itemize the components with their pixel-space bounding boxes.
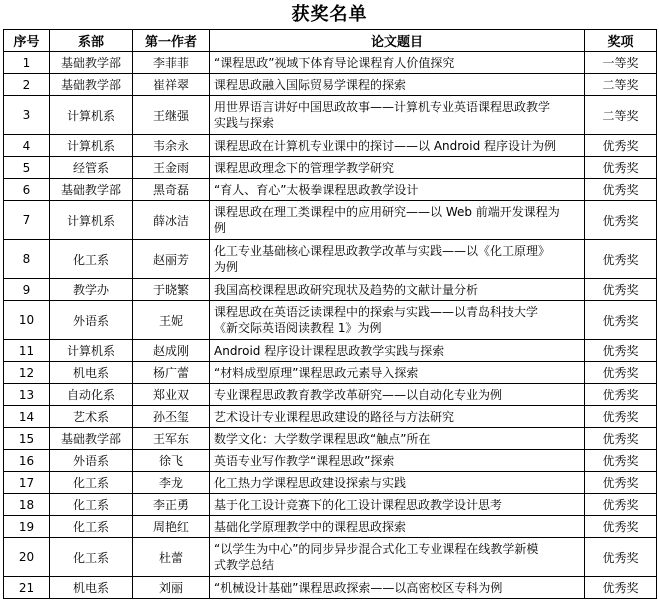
cell-department: 外语系 xyxy=(50,301,133,340)
topic-line: 课程思政在英语泛读课程中的探索与实践——以青岛科技大学 xyxy=(214,305,539,319)
table-row xyxy=(4,96,657,135)
cell-award: 优秀奖 xyxy=(585,179,657,201)
cell-no: 1 xyxy=(4,52,50,74)
cell-author: 赵成刚 xyxy=(133,340,210,362)
cell-topic xyxy=(210,406,585,428)
cell-author: 周艳红 xyxy=(133,516,210,538)
cell-topic xyxy=(210,538,585,577)
cell-author: 杨广蕾 xyxy=(133,362,210,384)
cell-author: 刘丽 xyxy=(133,577,210,599)
cell-department: 基础教学部 xyxy=(50,428,133,450)
cell-no: 8 xyxy=(4,240,50,279)
cell-award: 优秀奖 xyxy=(585,240,657,279)
cell-award: 优秀奖 xyxy=(585,135,657,157)
topic-line: 《新交际英语阅读教程 1》为例 xyxy=(214,321,382,335)
cell-topic xyxy=(210,516,585,538)
topic-line: 艺术设计专业课程思政建设的路径与方法研究 xyxy=(214,409,455,424)
cell-department: 计算机系 xyxy=(50,340,133,362)
table-row xyxy=(4,384,657,406)
cell-author: 赵丽芳 xyxy=(133,240,210,279)
cell-topic xyxy=(210,362,585,384)
header-author: 第一作者 xyxy=(133,30,210,52)
cell-no: 12 xyxy=(4,362,50,384)
cell-award: 优秀奖 xyxy=(585,516,657,538)
table-row xyxy=(4,74,657,96)
topic-line: 基础化学原理教学中的课程思政探索 xyxy=(214,519,407,534)
table-row xyxy=(4,538,657,577)
cell-department: 基础教学部 xyxy=(50,74,133,96)
cell-award: 优秀奖 xyxy=(585,384,657,406)
header-award: 奖项 xyxy=(585,30,657,52)
table-row xyxy=(4,52,657,74)
cell-topic xyxy=(210,74,585,96)
cell-department: 计算机系 xyxy=(50,135,133,157)
table-row xyxy=(4,157,657,179)
header-department: 系部 xyxy=(50,30,133,52)
header-row xyxy=(4,30,657,52)
cell-author: 王金雨 xyxy=(133,157,210,179)
cell-topic xyxy=(210,201,585,240)
cell-author: 王军东 xyxy=(133,428,210,450)
cell-topic xyxy=(210,179,585,201)
cell-department: 计算机系 xyxy=(50,201,133,240)
cell-no: 5 xyxy=(4,157,50,179)
cell-department: 化工系 xyxy=(50,494,133,516)
cell-award: 二等奖 xyxy=(585,74,657,96)
cell-no: 9 xyxy=(4,279,50,301)
cell-author: 王继强 xyxy=(133,96,210,135)
cell-award: 优秀奖 xyxy=(585,201,657,240)
cell-topic xyxy=(210,340,585,362)
cell-topic xyxy=(210,135,585,157)
table-row xyxy=(4,340,657,362)
cell-topic xyxy=(210,384,585,406)
cell-department: 机电系 xyxy=(50,362,133,384)
cell-award: 优秀奖 xyxy=(585,494,657,516)
cell-award: 二等奖 xyxy=(585,96,657,135)
cell-no: 7 xyxy=(4,201,50,240)
topic-line: Android 程序设计课程思政教学实践与探索 xyxy=(214,343,445,358)
table-row xyxy=(4,201,657,240)
cell-topic xyxy=(210,494,585,516)
cell-author: 王妮 xyxy=(133,301,210,340)
cell-no: 3 xyxy=(4,96,50,135)
cell-no: 17 xyxy=(4,472,50,494)
cell-award: 优秀奖 xyxy=(585,301,657,340)
cell-department: 化工系 xyxy=(50,516,133,538)
topic-line: 课程思政融入国际贸易学课程的探索 xyxy=(214,77,407,92)
topic-line: 课程思政在理工类课程中的应用研究——以 Web 前端开发课程为 xyxy=(214,205,560,219)
cell-topic xyxy=(210,157,585,179)
topic-line: 基于化工设计竞赛下的化工设计课程思政教学设计思考 xyxy=(214,497,503,512)
cell-department: 化工系 xyxy=(50,538,133,577)
topic-line: 实践与探索 xyxy=(214,116,275,130)
table-row xyxy=(4,301,657,340)
topic-line: 用世界语言讲好中国思政故事——计算机专业英语课程思政教学 xyxy=(214,100,551,114)
cell-no: 10 xyxy=(4,301,50,340)
cell-author: 李龙 xyxy=(133,472,210,494)
cell-department: 基础教学部 xyxy=(50,179,133,201)
topic-line: 为例 xyxy=(214,260,239,274)
table-row xyxy=(4,279,657,301)
cell-no: 14 xyxy=(4,406,50,428)
cell-topic xyxy=(210,240,585,279)
topic-line: 化工专业基础核心课程思政教学改革与实践——以《化工原理》 xyxy=(214,244,551,258)
cell-author: 韦余永 xyxy=(133,135,210,157)
table-row xyxy=(4,577,657,599)
table-row xyxy=(4,516,657,538)
cell-award: 优秀奖 xyxy=(585,340,657,362)
cell-no: 13 xyxy=(4,384,50,406)
cell-author: 徐飞 xyxy=(133,450,210,472)
topic-line: 英语专业写作教学“课程思政”探索 xyxy=(214,453,395,468)
cell-department: 艺术系 xyxy=(50,406,133,428)
cell-award: 优秀奖 xyxy=(585,362,657,384)
cell-author: 黑奇磊 xyxy=(133,179,210,201)
cell-award: 优秀奖 xyxy=(585,577,657,599)
cell-no: 11 xyxy=(4,340,50,362)
topic-line: 式教学总结 xyxy=(214,558,275,572)
cell-topic xyxy=(210,96,585,135)
cell-department: 机电系 xyxy=(50,577,133,599)
cell-award: 优秀奖 xyxy=(585,472,657,494)
topic-line: 课程思政在计算机专业课中的探讨——以 Android 程序设计为例 xyxy=(214,138,557,153)
table-row xyxy=(4,135,657,157)
cell-award: 优秀奖 xyxy=(585,406,657,428)
cell-no: 21 xyxy=(4,577,50,599)
topic-line: 专业课程思政教育教学改革研究——以自动化专业为例 xyxy=(214,387,503,402)
table-row xyxy=(4,406,657,428)
cell-no: 2 xyxy=(4,74,50,96)
table-row xyxy=(4,428,657,450)
table-row xyxy=(4,362,657,384)
cell-no: 18 xyxy=(4,494,50,516)
cell-topic xyxy=(210,450,585,472)
cell-award: 优秀奖 xyxy=(585,279,657,301)
table-row xyxy=(4,240,657,279)
cell-no: 6 xyxy=(4,179,50,201)
cell-author: 杜蕾 xyxy=(133,538,210,577)
topic-line: 数学文化：大学数学课程思政“触点”所在 xyxy=(214,431,431,446)
cell-award: 优秀奖 xyxy=(585,157,657,179)
cell-topic xyxy=(210,301,585,340)
cell-topic xyxy=(210,52,585,74)
cell-author: 薛冰洁 xyxy=(133,201,210,240)
cell-author: 崔祥翠 xyxy=(133,74,210,96)
cell-no: 19 xyxy=(4,516,50,538)
table-row xyxy=(4,494,657,516)
header-topic: 论文题目 xyxy=(210,30,585,52)
cell-topic xyxy=(210,472,585,494)
table-body xyxy=(4,52,657,599)
cell-author: 于晓繁 xyxy=(133,279,210,301)
topic-line: 例 xyxy=(214,221,227,235)
cell-department: 经管系 xyxy=(50,157,133,179)
cell-award: 优秀奖 xyxy=(585,538,657,577)
cell-author: 李菲菲 xyxy=(133,52,210,74)
cell-topic xyxy=(210,428,585,450)
cell-department: 基础教学部 xyxy=(50,52,133,74)
topic-line: 化工热力学课程思政建设探索与实践 xyxy=(214,475,407,490)
cell-department: 化工系 xyxy=(50,472,133,494)
cell-award: 一等奖 xyxy=(585,52,657,74)
cell-department: 化工系 xyxy=(50,240,133,279)
topic-line: 课程思政理念下的管理学教学研究 xyxy=(214,160,395,175)
topic-line: “课程思政”视域下体育导论课程育人价值探究 xyxy=(214,55,455,70)
cell-award: 优秀奖 xyxy=(585,428,657,450)
table-row xyxy=(4,450,657,472)
cell-no: 4 xyxy=(4,135,50,157)
table-row xyxy=(4,472,657,494)
cell-no: 20 xyxy=(4,538,50,577)
cell-department: 教学办 xyxy=(50,279,133,301)
cell-department: 外语系 xyxy=(50,450,133,472)
cell-author: 郑业双 xyxy=(133,384,210,406)
cell-department: 计算机系 xyxy=(50,96,133,135)
cell-award: 优秀奖 xyxy=(585,450,657,472)
header-no: 序号 xyxy=(4,30,50,52)
table-row xyxy=(4,179,657,201)
topic-line: 我国高校课程思政研究现状及趋势的文献计量分析 xyxy=(214,282,479,297)
page-title: 获奖名单 xyxy=(291,4,368,25)
awards-table xyxy=(3,29,657,599)
topic-line: “育人、育心”太极拳课程思政教学设计 xyxy=(214,182,419,197)
topic-line: “以学生为中心”的同步异步混合式化工专业课程在线教学新模 xyxy=(214,542,539,556)
cell-author: 孙丕玺 xyxy=(133,406,210,428)
topic-line: “材料成型原理”课程思政元素导入探索 xyxy=(214,365,419,380)
topic-line: “机械设计基础”课程思政探索——以高密校区专科为例 xyxy=(214,580,503,595)
cell-no: 15 xyxy=(4,428,50,450)
cell-author: 李正勇 xyxy=(133,494,210,516)
cell-no: 16 xyxy=(4,450,50,472)
cell-department: 自动化系 xyxy=(50,384,133,406)
cell-topic xyxy=(210,279,585,301)
cell-topic xyxy=(210,577,585,599)
